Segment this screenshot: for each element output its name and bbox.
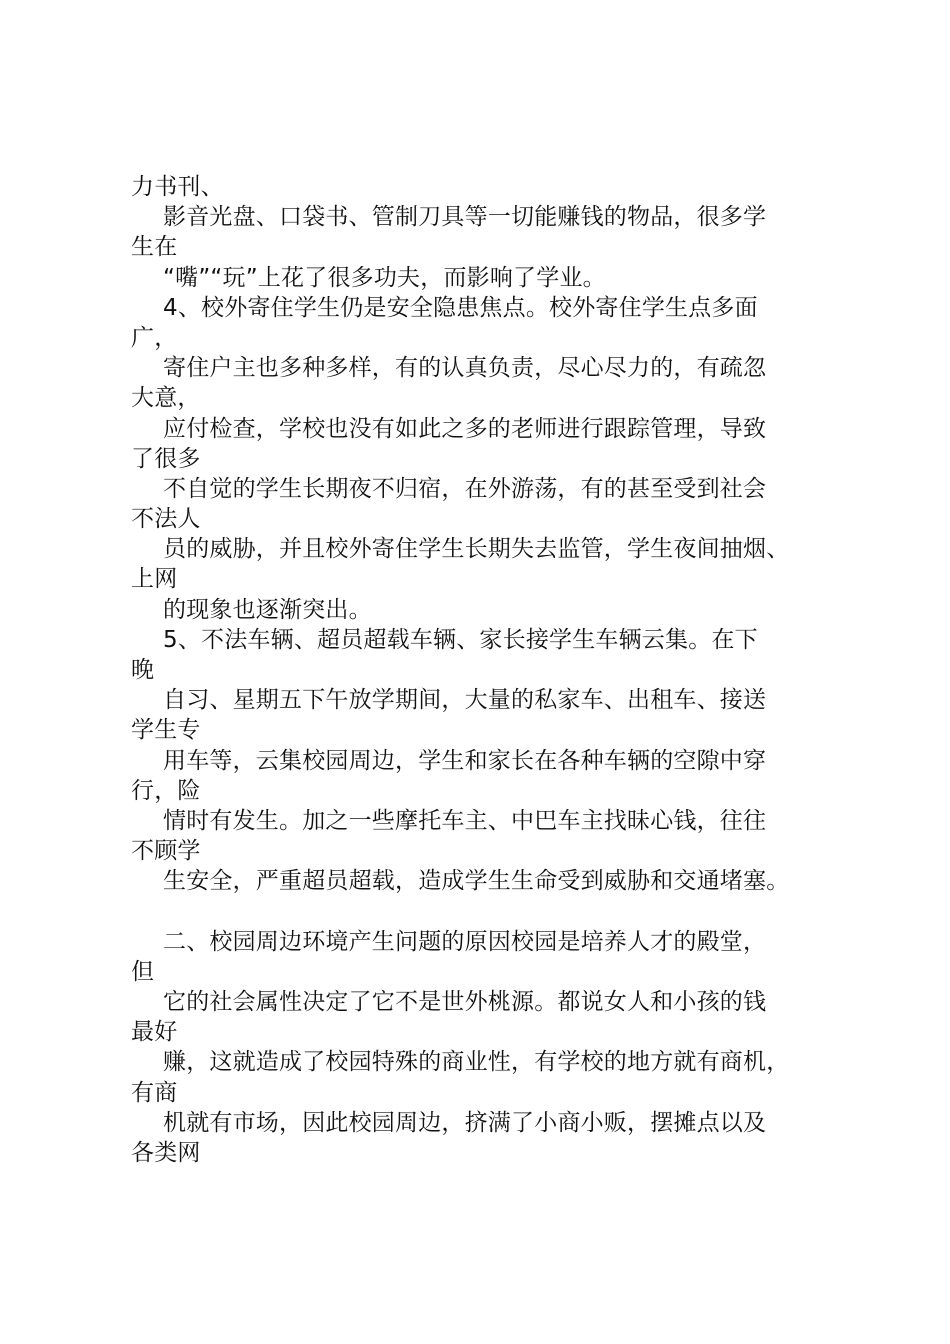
text-line: 应付检查，学校也没有如此之多的老师进行跟踪管理，导致 <box>163 415 767 442</box>
text-line: 不顾学 <box>131 838 201 865</box>
text-line: 情时有发生。加之一些摩托车主、中巴车主找昧心钱，往往 <box>163 807 767 834</box>
text-line: 有商 <box>131 1079 178 1106</box>
text-line: 最好 <box>131 1019 178 1046</box>
text-line: 各类网 <box>131 1140 201 1166</box>
text-line: 4、校外寄住学生仍是安全隐患焦点。校外寄住学生点多面 <box>163 294 758 321</box>
text-line: 赚，这就造成了校园特殊的商业性，有学校的地方就有商机， <box>163 1049 790 1076</box>
text-line: 影音光盘、口袋书、管制刀具等一切能赚钱的物品，很多学 <box>163 204 767 231</box>
text-line: “嘴”“玩”上花了很多功夫，而影响了学业。 <box>163 264 606 291</box>
text-line: 广， <box>131 324 178 351</box>
text-line: 但 <box>131 958 155 985</box>
text-line: 用车等，云集校园周边，学生和家长在各种车辆的空隙中穿 <box>163 747 767 774</box>
text-line: 力书刊、 <box>131 174 224 200</box>
text-line: 晚 <box>131 657 155 683</box>
blank-line <box>131 897 851 927</box>
text-line: 了很多 <box>131 445 201 472</box>
text-line: 自习、星期五下午放学期间，大量的私家车、出租车、接送 <box>163 687 767 714</box>
text-line: 行，险 <box>131 777 201 804</box>
text-line: 寄住户主也多种多样，有的认真负责，尽心尽力的，有疏忽 <box>163 355 767 382</box>
text-line: 不法人 <box>131 506 201 533</box>
text-line: 二、校园周边环境产生问题的原因校园是培养人才的殿堂， <box>163 928 767 955</box>
text-line: 生在 <box>131 234 178 261</box>
text-line: 员的威胁，并且校外寄住学生长期失去监管，学生夜间抽烟、 <box>163 536 790 563</box>
text-line: 机就有市场，因此校园周边，挤满了小商小贩，摆摊点以及 <box>163 1109 767 1136</box>
text-line: 上网 <box>131 566 178 593</box>
text-line: 不自觉的学生长期夜不归宿，在外游荡，有的甚至受到社会 <box>163 475 767 502</box>
text-line: 学生专 <box>131 717 201 744</box>
text-line: 它的社会属性决定了它不是世外桃源。都说女人和小孩的钱 <box>163 989 767 1016</box>
text-line: 5、不法车辆、超员超载车辆、家长接学生车辆云集。在下 <box>163 626 758 653</box>
body-text <box>131 172 851 1168</box>
text-line: 的现象也逐渐突出。 <box>163 596 372 623</box>
text-line: 生安全，严重超员超载，造成学生生命受到威胁和交通堵塞。 <box>163 868 790 895</box>
text-line: 大意， <box>131 385 201 412</box>
